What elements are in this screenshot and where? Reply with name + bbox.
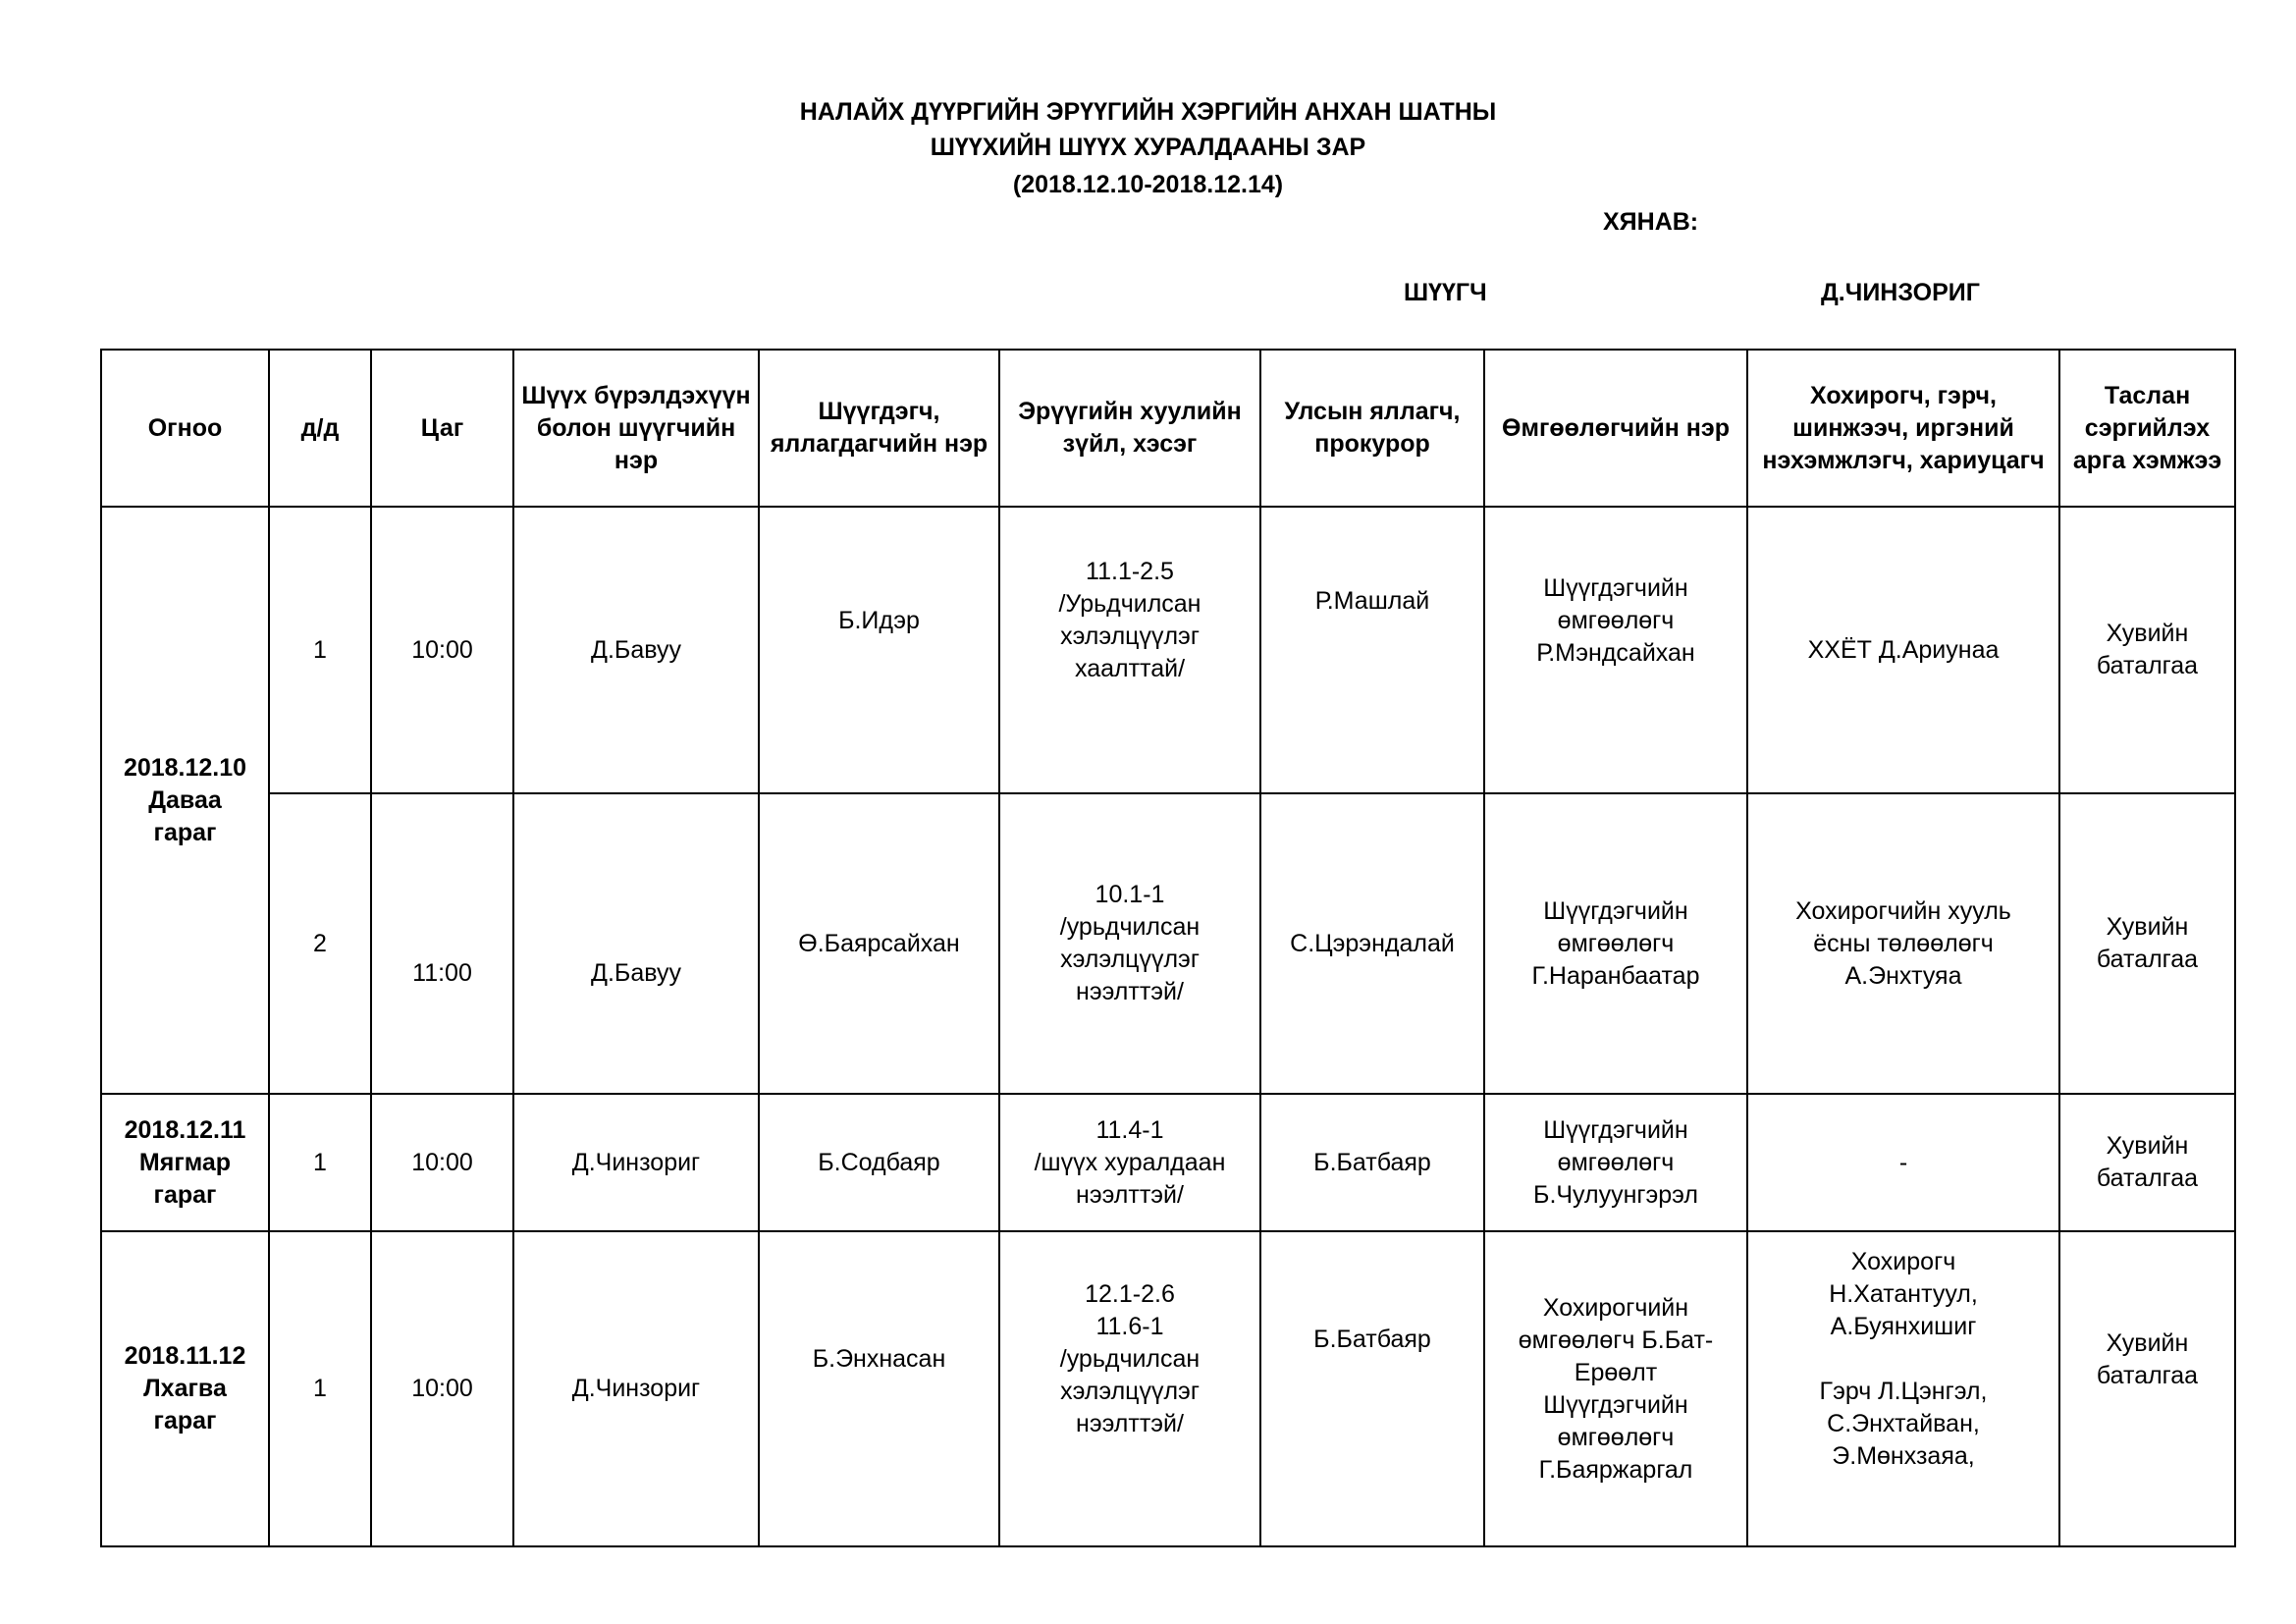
hearing-schedule-table bbox=[100, 349, 2236, 1547]
lawyer-cell bbox=[1484, 1231, 1747, 1546]
measure-value: Хувийн баталгаа bbox=[2096, 620, 2199, 679]
victim-value: - bbox=[1898, 1148, 1908, 1176]
time-cell bbox=[371, 1094, 513, 1231]
document-title-line-2: ШҮҮХИЙН ШҮҮХ ХУРАЛДААНЫ ЗАР bbox=[930, 134, 1366, 161]
article-cell bbox=[999, 1094, 1260, 1231]
article-cell bbox=[999, 1231, 1260, 1546]
number-value: 1 bbox=[313, 1375, 327, 1402]
number-cell bbox=[269, 1094, 371, 1231]
lawyer-value: Шүүгдэгчийн өмгөөлөгч Г.Наранбаатар bbox=[1531, 896, 1700, 990]
defendant-value: Б.Энхнасан bbox=[812, 1345, 946, 1373]
victim-cell bbox=[1747, 1094, 2059, 1231]
column-header-lawyer: Өмгөөлөгчийн нэр bbox=[1484, 350, 1747, 507]
victim-cell bbox=[1747, 793, 2059, 1094]
lawyer-cell bbox=[1484, 793, 1747, 1094]
judge-value: Д.Чинзориг bbox=[571, 1375, 701, 1402]
column-header-number: д/д bbox=[269, 350, 371, 507]
measure-cell bbox=[2059, 793, 2235, 1094]
document-title-line-1: НАЛАЙХ ДҮҮРГИЙН ЭРҮҮГИЙН ХЭРГИЙН АНХАН ШАТНЫ bbox=[799, 98, 1497, 126]
time-value: 10:00 bbox=[411, 1148, 473, 1176]
time-value: 10:00 bbox=[411, 1375, 473, 1402]
defendant-cell bbox=[759, 507, 999, 793]
measure-value: Хувийн баталгаа bbox=[2096, 913, 2199, 973]
table-header-row bbox=[101, 350, 2235, 507]
prosecutor-value: Р.Машлай bbox=[1314, 586, 1430, 615]
defendant-value: Ө.Баярсайхан bbox=[798, 929, 960, 957]
prosecutor-cell bbox=[1260, 507, 1484, 793]
defendant-cell bbox=[759, 1231, 999, 1546]
article-value: 10.1-1 /урьдчилсан хэлэлцүүлэг нээлттэй/ bbox=[1059, 881, 1201, 1005]
measure-value: Хувийн баталгаа bbox=[2096, 1328, 2199, 1389]
defendant-cell bbox=[759, 793, 999, 1094]
table-row bbox=[101, 1231, 2235, 1546]
judge-cell bbox=[513, 1231, 759, 1546]
judge-cell bbox=[513, 793, 759, 1094]
victim-value: Хохирогч Н.Хатантуул, А.Буянхишиг Гэрч Л.Цэнгэл, С.Энхтайван, Э.Мөнхзаяа, bbox=[1819, 1248, 1988, 1470]
victim-cell bbox=[1747, 1231, 2059, 1546]
measure-cell bbox=[2059, 1231, 2235, 1546]
column-header-measure: Таслан сэргийлэх арга хэмжээ bbox=[2059, 350, 2235, 507]
column-header-defendant: Шүүгдэгч, яллагдагчийн нэр bbox=[759, 350, 999, 507]
judge-cell bbox=[513, 1094, 759, 1231]
measure-value: Хувийн баталгаа bbox=[2096, 1132, 2199, 1192]
judge-name: Д.ЧИНЗОРИГ bbox=[1821, 279, 1980, 306]
victim-value: ХХЁТ Д.Ариунаа bbox=[1807, 635, 2000, 664]
time-value: 11:00 bbox=[412, 958, 472, 987]
number-cell bbox=[269, 507, 371, 793]
time-cell bbox=[371, 507, 513, 793]
column-header-date: Огноо bbox=[101, 350, 269, 507]
article-cell bbox=[999, 793, 1260, 1094]
measure-cell bbox=[2059, 507, 2235, 793]
prosecutor-cell bbox=[1260, 1231, 1484, 1546]
document-period: (2018.12.10-2018.12.14) bbox=[1012, 171, 1284, 198]
lawyer-value: Шүүгдэгчийн өмгөөлөгч Р.Мэндсайхан bbox=[1536, 573, 1695, 667]
lawyer-cell bbox=[1484, 507, 1747, 793]
lawyer-cell bbox=[1484, 1094, 1747, 1231]
column-header-judge: Шүүх бүрэлдэхүүн болон шүүгчийн нэр bbox=[513, 350, 759, 507]
column-header-prosecutor: Улсын яллагч, прокурор bbox=[1260, 350, 1484, 507]
table-row bbox=[101, 507, 2235, 793]
judge-value: Д.Бавуу bbox=[591, 958, 681, 987]
lawyer-value: Хохирогчийн өмгөөлөгч Б.Бат- Ерөөлт Шүүгдэгчийн өмгөөлөгч Г.Баяржаргал bbox=[1518, 1293, 1714, 1484]
prosecutor-value: Б.Батбаяр bbox=[1313, 1148, 1431, 1176]
defendant-value: Б.Содбаяр bbox=[818, 1148, 940, 1176]
judge-cell bbox=[513, 507, 759, 793]
prosecutor-cell bbox=[1260, 1094, 1484, 1231]
judge-role: ШҮҮГЧ bbox=[1404, 279, 1487, 306]
defendant-cell bbox=[759, 1094, 999, 1231]
article-value: 11.1-2.5 /Урьдчилсан хэлэлцүүлэг хаалттай/ bbox=[1058, 558, 1201, 682]
date-cell: 2018.12.10 Даваа гараг bbox=[101, 507, 269, 1094]
date-cell: 2018.11.12 Лхагва гараг bbox=[101, 1231, 269, 1546]
column-header-time: Цаг bbox=[371, 350, 513, 507]
column-header-article: Эрүүгийн хуулийн зүйл, хэсэг bbox=[999, 350, 1260, 507]
article-cell bbox=[999, 507, 1260, 793]
number-cell bbox=[269, 1231, 371, 1546]
measure-cell bbox=[2059, 1094, 2235, 1231]
prosecutor-cell bbox=[1260, 793, 1484, 1094]
victim-cell bbox=[1747, 507, 2059, 793]
approve-label: ХЯНАВ: bbox=[1603, 208, 1699, 236]
victim-value: Хохирогчийн хууль ёсны төлөөлөгч А.Энхтуяа bbox=[1795, 896, 2011, 990]
prosecutor-value: Б.Батбаяр bbox=[1313, 1326, 1431, 1353]
time-cell bbox=[371, 793, 513, 1094]
time-cell bbox=[371, 1231, 513, 1546]
time-value: 10:00 bbox=[411, 635, 473, 664]
number-value: 1 bbox=[313, 1148, 327, 1176]
number-value: 1 bbox=[313, 635, 327, 664]
table-row bbox=[101, 793, 2235, 1094]
article-value: 12.1-2.6 11.6-1 /урьдчилсан хэлэлцүүлэг нээлттэй/ bbox=[1059, 1280, 1201, 1437]
prosecutor-value: С.Цэрэндалай bbox=[1290, 929, 1455, 957]
number-value: 2 bbox=[313, 929, 327, 957]
judge-value: Д.Чинзориг bbox=[571, 1148, 701, 1176]
article-value: 11.4-1 /шүүх хуралдаан нээлттэй/ bbox=[1034, 1115, 1226, 1209]
number-cell bbox=[269, 793, 371, 1094]
lawyer-value: Шүүгдэгчийн өмгөөлөгч Б.Чулуунгэрэл bbox=[1533, 1115, 1698, 1209]
date-cell: 2018.12.11 Мягмар гараг bbox=[101, 1094, 269, 1231]
column-header-victim: Хохирогч, гэрч, шинжээч, иргэний нэхэмжлэгч, хариуцагч bbox=[1747, 350, 2059, 507]
defendant-value: Б.Идэр bbox=[838, 606, 920, 634]
judge-value: Д.Бавуу bbox=[591, 635, 681, 664]
table-row bbox=[101, 1094, 2235, 1231]
